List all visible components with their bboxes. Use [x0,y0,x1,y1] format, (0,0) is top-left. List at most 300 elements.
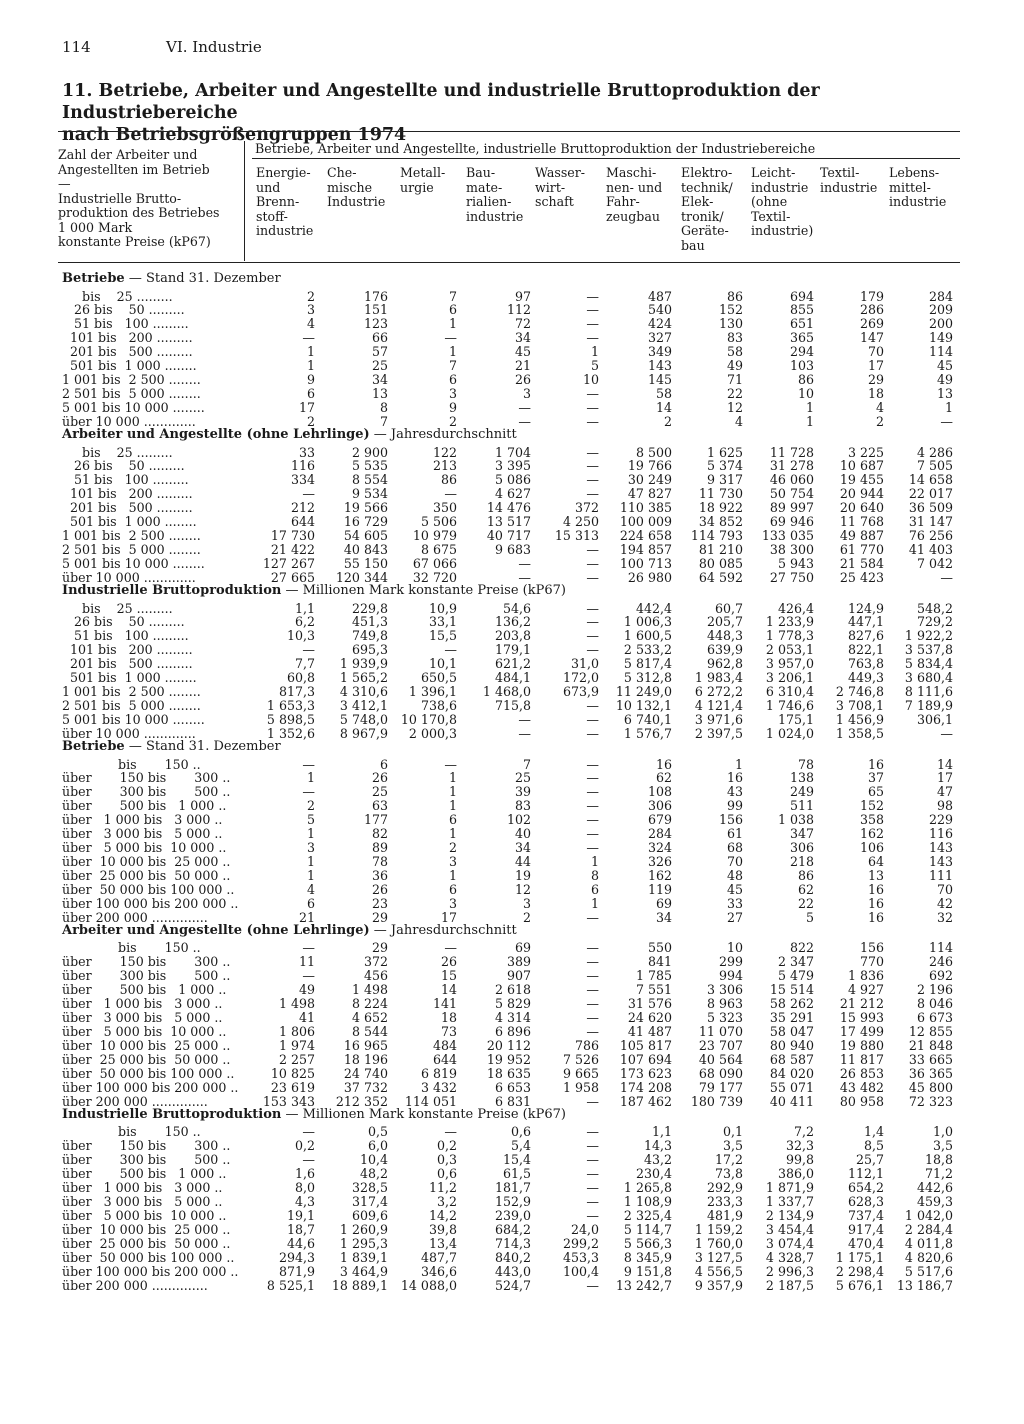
cell-value: 116 [928,826,953,842]
cell-value: 3 074,4 [765,1235,814,1251]
table-row [0,290,1024,304]
row-label: 201 bis 500 ......... [62,344,193,360]
cell-value: 3 395 [494,458,531,474]
cell-value: — [444,1124,457,1140]
table-row [0,1053,1024,1067]
cell-value: 249 [789,784,814,800]
table-title-line-1: 11. Betriebe, Arbeiter und Angestellte und industrielle Bruttoproduktion der Industriebereiche [62,81,820,123]
cell-value: 17 730 [270,528,315,544]
row-label: 101 bis 200 ......... [62,330,193,346]
cell-value: 229,8 [351,600,388,616]
cell-value: 2 746,8 [835,684,884,700]
row-label: 5 001 bis 10 000 ........ [62,712,205,728]
cell-value: 162 [859,826,884,842]
cell-value: 7 551 [635,982,672,998]
cell-value: 61 770 [839,542,884,558]
row-label: 51 bis 100 ......... [62,472,189,488]
cell-value: 10 170,8 [400,712,457,728]
row-label: über 150 bis 300 .. [62,954,231,970]
cell-value: 14 088,0 [400,1277,457,1293]
column-header: Energie- und Brenn- stoff- industrie [256,165,314,238]
table-row [0,685,1024,699]
cell-value: 1 958 [562,1079,599,1095]
cell-value: — [586,1152,599,1168]
cell-value: 1 108,9 [623,1194,672,1210]
cell-value: 80 085 [698,556,743,572]
cell-value: 6 [448,882,457,898]
cell-value: 692 [928,968,953,984]
cell-value: 694 [789,288,814,304]
stub-header-line: — [58,176,71,191]
cell-value: 33 [726,896,743,911]
cell-value: 358 [859,812,884,828]
cell-value: 1 [306,770,315,786]
cell-value: 994 [718,968,743,984]
cell-value: — [586,1010,599,1026]
cell-value: 5 566,3 [623,1235,672,1251]
cell-value: 5 479 [777,968,814,984]
cell-value: 83 [726,330,743,346]
cell-value: 1 456,9 [835,712,884,728]
cell-value: 294,3 [278,1249,315,1265]
cell-value: 58 [655,386,672,402]
cell-value: 10,1 [428,656,457,672]
cell-value: — [586,1194,599,1210]
cell-value: 107 694 [619,1052,672,1067]
cell-value: 0,2 [294,1138,315,1154]
cell-value: 443,0 [494,1263,531,1279]
cell-value: 156 [859,940,884,956]
cell-value: 55 150 [343,556,388,572]
cell-value: — [518,712,531,728]
cell-value: 6 [306,386,315,402]
cell-value: 8 967,9 [339,726,388,742]
cell-value: 5,4 [510,1138,531,1154]
cell-value: 962,8 [706,656,743,672]
cell-value: 350 [432,500,457,516]
row-label: bis 25 ......... [62,600,173,616]
cell-value: 18,7 [286,1221,315,1237]
cell-value: 451,3 [351,614,388,630]
row-label: 2 501 bis 5 000 ........ [62,542,201,558]
cell-value: 31 576 [627,996,672,1012]
cell-value: 1,1 [294,600,315,616]
cell-value: 212 352 [335,1093,388,1109]
table-row [0,487,1024,501]
cell-value: 172,0 [562,670,599,686]
cell-value: 37 732 [343,1079,388,1095]
cell-value: 3,5 [722,1138,743,1154]
cell-value: 181,7 [494,1180,531,1196]
cell-value: 49 [726,358,743,374]
row-label: über 200 000 .............. [62,1277,208,1293]
cell-value: 372 [574,500,599,516]
cell-value: — [586,982,599,998]
cell-value: 5 [805,909,814,925]
cell-value: 8,0 [294,1180,315,1196]
cell-value: 2 [306,798,315,814]
cell-value: 48,2 [359,1166,388,1182]
table-row [0,1167,1024,1181]
cell-value: 218 [789,854,814,870]
cell-value: 14 [440,982,457,998]
cell-value: 16 [867,756,884,772]
cell-value: 1 [306,826,315,842]
table-row [0,303,1024,317]
cell-value: 9 [306,372,315,388]
cell-value: 40 717 [486,528,531,544]
stub-header-line: Zahl der Arbeiter und [58,147,198,162]
table-row [0,543,1024,557]
cell-value: 156 [718,812,743,828]
table-row [0,1081,1024,1095]
table-row [0,813,1024,827]
table-row [0,841,1024,855]
cell-value: 317,4 [351,1194,388,1210]
cell-value: 3 971,6 [694,712,743,728]
cell-value: 2 [448,414,457,430]
cell-value: 18 196 [343,1052,388,1067]
cell-value: 2 996,3 [765,1263,814,1279]
cell-value: 58 [726,344,743,360]
cell-value: 151 [363,302,388,318]
row-label: 26 bis 50 ......... [62,458,185,474]
cell-value: 17 [867,358,884,374]
cell-value: — [586,968,599,984]
cell-value: — [586,542,599,558]
cell-value: 1 265,8 [623,1180,672,1196]
cell-value: 372 [363,954,388,970]
cell-value: 152,9 [494,1194,531,1210]
cell-value: 45 800 [908,1079,953,1095]
cell-value: 8 675 [420,542,457,558]
cell-value: — [518,414,531,430]
cell-value: 25 [371,784,388,800]
cell-value: 917,4 [847,1221,884,1237]
cell-value: 19,1 [286,1208,315,1223]
cell-value: 162 [647,868,672,884]
cell-value: 484 [432,1038,457,1054]
cell-value: 58 262 [769,996,814,1012]
cell-value: 32 720 [412,570,457,586]
row-label: 501 bis 1 000 ........ [62,514,197,530]
row-label: 201 bis 500 ......... [62,500,193,516]
cell-value: 2 618 [494,982,531,998]
table-row [0,529,1024,543]
cell-value: 34 [371,372,388,388]
cell-value: — [586,288,599,304]
cell-value: 37 [867,770,884,786]
cell-value: 5 506 [420,514,457,530]
cell-value: 763,8 [847,656,884,672]
cell-value: 80 940 [769,1038,814,1054]
cell-value: 69 [655,896,672,911]
cell-value: 386,0 [777,1166,814,1182]
cell-value: 22 [797,896,814,911]
row-label: über 50 000 bis 100 000 .. [62,882,235,898]
cell-value: 5 [590,358,599,374]
cell-value: 21 422 [270,542,315,558]
cell-value: 328,5 [351,1180,388,1196]
cell-value: 13 [867,868,884,884]
cell-value: 3 412,1 [339,698,388,714]
cell-value: 1 233,9 [765,614,814,630]
row-label: über 25 000 bis 50 000 .. [62,1052,231,1067]
cell-value: 10 [582,372,599,388]
cell-value: 3 [448,896,457,911]
cell-value: 21 584 [839,556,884,572]
top-rule [58,131,960,132]
cell-value: 60,7 [714,600,743,616]
table-row [0,459,1024,473]
cell-value: 286 [859,302,884,318]
cell-value: 269 [859,316,884,332]
row-label: über 5 000 bis 10 000 .. [62,840,227,856]
cell-value: 1 006,3 [623,614,672,630]
cell-value: 3 306 [706,982,743,998]
column-header: Wasser- wirt- schaft [535,165,586,209]
cell-value: 71,2 [924,1166,953,1182]
cell-value: 124,9 [847,600,884,616]
cell-value: — [586,386,599,402]
cell-value: 34 852 [698,514,743,530]
cell-value: 2 196 [916,982,953,998]
cell-value: 306,1 [916,712,953,728]
cell-value: 1 939,9 [339,656,388,672]
row-label: 2 501 bis 5 000 ........ [62,698,201,714]
cell-value: 644 [290,514,315,530]
section-heading-rest: — Stand 31. Dezember [124,739,281,754]
cell-value: 18,8 [924,1152,953,1168]
cell-value: 36 365 [908,1065,953,1081]
table-row [0,515,1024,529]
cell-value: 39 [514,784,531,800]
cell-value: 284 [928,288,953,304]
cell-value: 176 [363,288,388,304]
table-row [0,1209,1024,1223]
cell-value: 16 [867,909,884,925]
cell-value: 153 343 [262,1093,315,1109]
cell-value: — [586,712,599,728]
cell-value: 299 [718,954,743,970]
cell-value: 650,5 [420,670,457,686]
cell-value: 49 [936,372,953,388]
cell-value: 12 [514,882,531,898]
cell-value: — [586,756,599,772]
cell-value: 786 [574,1038,599,1054]
cell-value: 10 825 [270,1065,315,1081]
cell-value: 64 [867,854,884,870]
stub-header-line: Industrielle Brutto- [58,190,182,206]
cell-value: 49 887 [839,528,884,544]
cell-value: 2 900 [351,444,388,460]
cell-value: 0,2 [436,1138,457,1154]
cell-value: 1 625 [706,444,743,460]
cell-value: 871,9 [278,1263,315,1279]
cell-value: 27 [726,909,743,925]
row-label: über 10 000 bis 25 000 .. [62,1221,231,1237]
stub-divider [244,141,245,261]
cell-value: 1,6 [294,1166,315,1182]
row-label: über 5 000 bis 10 000 .. [62,1024,227,1040]
cell-value: 32,3 [785,1138,814,1154]
cell-value: 143 [928,854,953,870]
cell-value: 8 046 [916,996,953,1012]
section-heading [62,924,962,938]
stub-header [58,148,244,250]
cell-value: 8 111,6 [904,684,953,700]
cell-value: 62 [655,770,672,786]
cell-value: 7 [448,288,457,304]
column-header: Elektro- technik/ Elek- tronik/ Geräte- bau [681,165,733,253]
cell-value: 19 [514,868,531,884]
cell-value: 36 509 [908,500,953,516]
row-label: über 1 000 bis 3 000 .. [62,812,223,828]
cell-value: 326 [647,854,672,870]
cell-value: 99 [726,798,743,814]
cell-value: 14 658 [908,472,953,488]
cell-value: 73 [440,1024,457,1040]
cell-value: 15 313 [554,528,599,544]
section-heading-rest: — Millionen Mark konstante Preise (kP67) [281,1106,566,1122]
cell-value: 827,6 [847,628,884,644]
row-label: 51 bis 100 ......... [62,316,189,332]
section-heading-bold: Arbeiter und Angestellte (ohne Lehrlinge) [62,922,370,938]
row-label: über 150 bis 300 .. [62,1138,231,1154]
cell-value: 20 112 [486,1038,531,1054]
cell-value: 1 871,9 [765,1180,814,1196]
cell-value: 16 [726,770,743,786]
cell-value: 19 455 [839,472,884,488]
cell-value: 119 [647,882,672,898]
cell-value: 26 853 [839,1065,884,1081]
row-label: über 100 000 bis 200 000 .. [62,896,239,911]
cell-value: 5 374 [706,458,743,474]
cell-value: 143 [928,840,953,856]
cell-value: 31 278 [769,458,814,474]
cell-value: 229 [928,812,953,828]
cell-value: 68 090 [698,1065,743,1081]
table-row [0,997,1024,1011]
cell-value: — [586,600,599,616]
cell-value: 1 [448,868,457,884]
cell-value: 43 482 [839,1079,884,1095]
row-label: über 5 000 bis 10 000 .. [62,1208,227,1223]
cell-value: 644 [432,1052,457,1067]
cell-value: 9 357,9 [694,1277,743,1293]
cell-value: 2 [306,288,315,304]
cell-value: 621,2 [494,656,531,672]
cell-value: 40 564 [698,1052,743,1067]
table-row [0,615,1024,629]
cell-value: 487 [647,288,672,304]
cell-value: 70 [726,854,743,870]
cell-value: 35 291 [769,1010,814,1026]
cell-value: — [586,726,599,742]
cell-value: 4 [734,414,743,430]
row-label: über 300 bis 500 .. [62,784,231,800]
cell-value: 6,0 [367,1138,388,1154]
row-label: 501 bis 1 000 ........ [62,358,197,374]
cell-value: 292,9 [706,1180,743,1196]
row-label: 501 bis 1 000 ........ [62,670,197,686]
cell-value: 11 817 [839,1052,884,1067]
row-label: über 500 bis 1 000 .. [62,1166,227,1182]
cell-value: 1 [590,854,599,870]
cell-value: 130 [718,316,743,332]
cell-value: — [302,940,315,956]
cell-value: 42 [936,896,953,911]
cell-value: 200 [928,316,953,332]
cell-value: 173 623 [619,1065,672,1081]
cell-value: 18 922 [698,500,743,516]
cell-value: 511 [789,798,814,814]
cell-value: 13,4 [428,1235,457,1251]
cell-value: 2 298,4 [835,1263,884,1279]
cell-value: 114 051 [404,1093,457,1109]
cell-value: 133 035 [761,528,814,544]
cell-value: 89 997 [769,500,814,516]
cell-value: 6 310,4 [765,684,814,700]
cell-value: 18 [440,1010,457,1026]
table-row [0,1237,1024,1251]
cell-value: — [518,726,531,742]
cell-value: 1,0 [932,1124,953,1140]
cell-value: 97 [514,288,531,304]
cell-value: 63 [371,798,388,814]
cell-value: 212 [290,500,315,516]
cell-value: 47 [936,784,953,800]
cell-value: 65 [867,784,884,800]
cell-value: 45 [936,358,953,374]
cell-value: 1 [448,344,457,360]
cell-value: 27 665 [270,570,315,586]
cell-value: 41 403 [908,542,953,558]
row-label: über 50 000 bis 100 000 .. [62,1065,235,1081]
cell-value: 27 750 [769,570,814,586]
table-row [0,643,1024,657]
cell-value: 15 993 [839,1010,884,1026]
cell-value: 174 208 [619,1079,672,1095]
cell-value: 1 785 [635,968,672,984]
row-label: über 150 bis 300 .. [62,770,231,786]
cell-value: 20 944 [839,486,884,502]
cell-value: 822 [789,940,814,956]
cell-value: — [302,642,315,658]
row-label: 1 001 bis 2 500 ........ [62,372,201,388]
cell-value: 69 [514,940,531,956]
cell-value: 13 242,7 [615,1277,672,1293]
cell-value: 609,6 [351,1208,388,1223]
row-label: 51 bis 100 ......... [62,628,189,644]
cell-value: 68 [726,840,743,856]
cell-value: — [518,570,531,586]
cell-value: 1 576,7 [623,726,672,742]
cell-value: 548,2 [916,600,953,616]
cell-value: 4 [875,400,884,416]
cell-value: — [586,1124,599,1140]
cell-value: 7,7 [294,656,315,672]
cell-value: 11 730 [698,486,743,502]
cell-value: 1 [448,826,457,842]
cell-value: 448,3 [706,628,743,644]
cell-value: 3 708,1 [835,698,884,714]
cell-value: — [586,472,599,488]
row-label: über 10 000 ............. [62,570,196,586]
cell-value: — [586,954,599,970]
cell-value: 8 500 [635,444,672,460]
cell-value: 770 [859,954,884,970]
